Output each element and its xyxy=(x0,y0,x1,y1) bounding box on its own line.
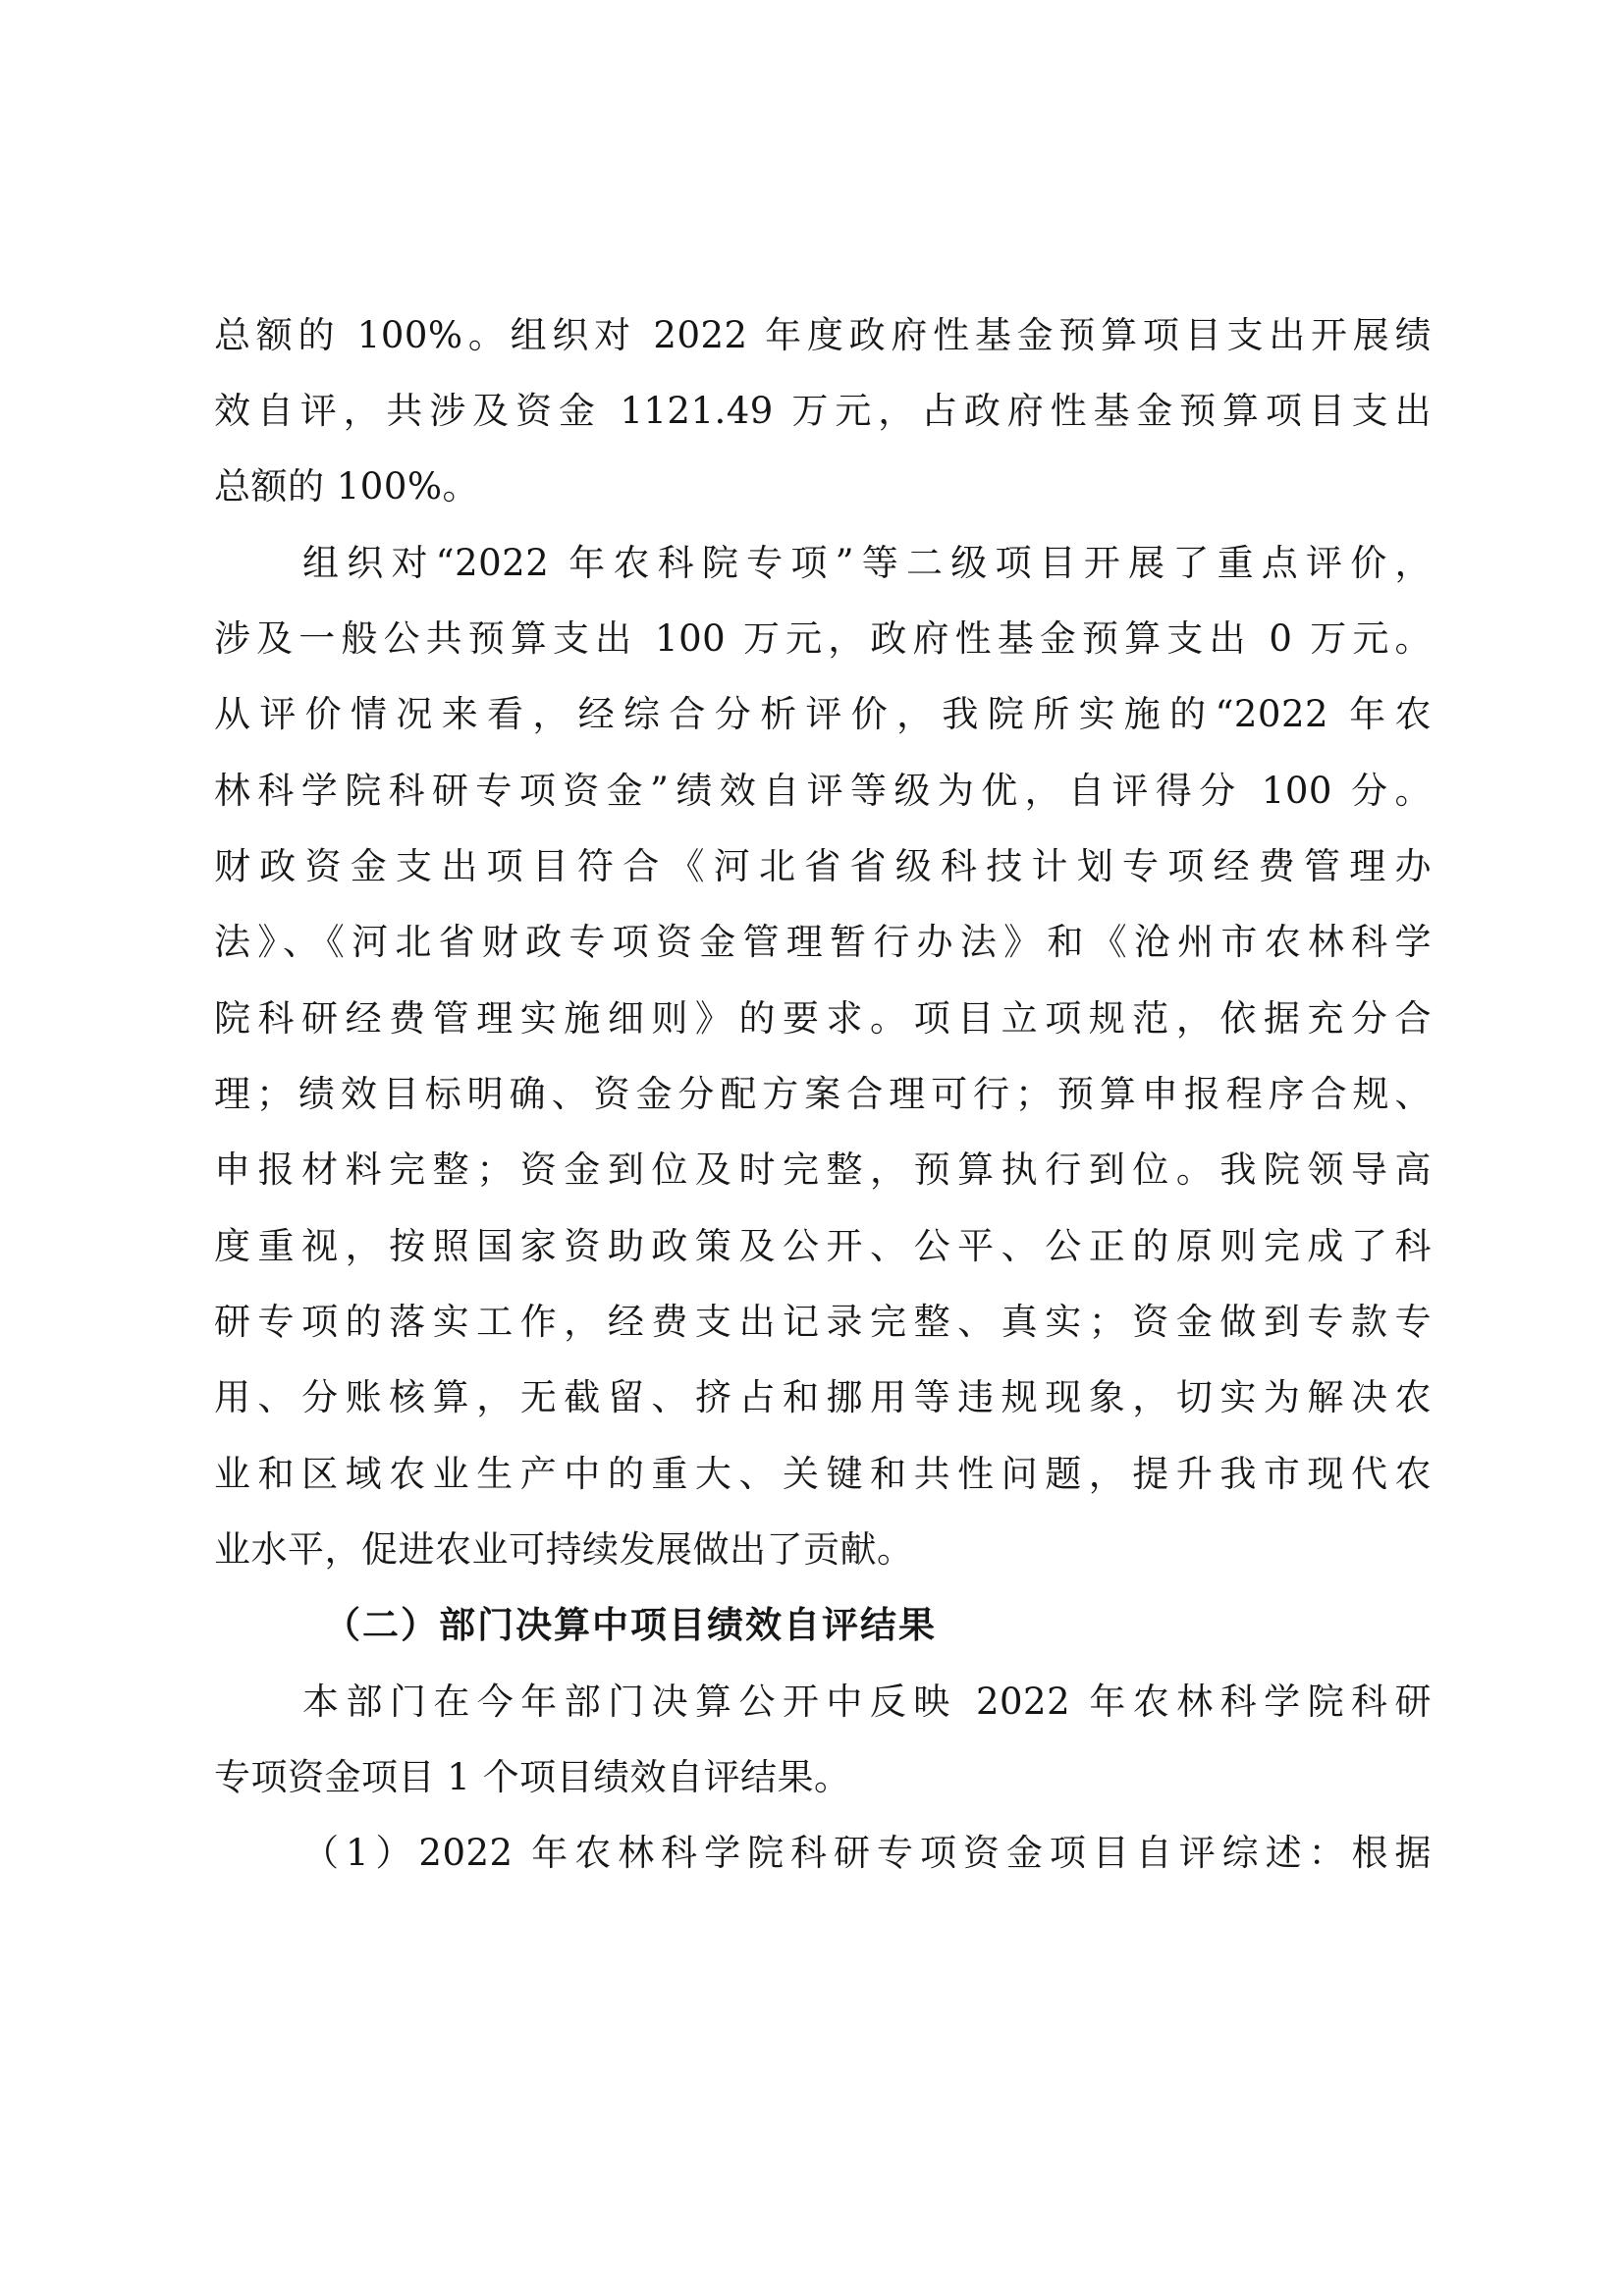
text-line: 法》、《河北省财政专项资金管理暂行办法》和《沧州市农林科学 xyxy=(214,921,1432,963)
text-line: 财政资金支出项目符合《河北省省级科技计划专项经费管理办 xyxy=(214,845,1432,887)
text-line: 组织对“2022 年农科院专项”等二级项目开展了重点评价， xyxy=(302,542,1432,584)
text-line: 研专项的落实工作，经费支出记录完整、真实；资金做到专款专 xyxy=(214,1301,1432,1343)
text-line: 业和区域农业生产中的重大、关键和共性问题，提升我市现代农 xyxy=(214,1453,1432,1495)
text-line: 本部门在今年部门决算公开中反映 2022 年农林科学院科研 xyxy=(302,1681,1432,1723)
text-line: （1）2022 年农林科学院科研专项资金项目自评综述：根据 xyxy=(302,1832,1432,1874)
text-line: 理；绩效目标明确、资金分配方案合理可行；预算申报程序合规、 xyxy=(214,1073,1432,1115)
text-line: 业水平，促进农业可持续发展做出了贡献。 xyxy=(214,1528,914,1571)
text-line: 林科学院科研专项资金”绩效自评等级为优，自评得分 100 分。 xyxy=(214,770,1432,812)
text-line: 用、分账核算，无截留、挤占和挪用等违规现象，切实为解决农 xyxy=(214,1376,1432,1418)
text-line: 申报材料完整；资金到位及时完整，预算执行到位。我院领导高 xyxy=(214,1148,1432,1191)
text-line: 总额的 100%。 xyxy=(214,465,480,507)
text-line: 涉及一般公共预算支出 100 万元，政府性基金预算支出 0 万元。 xyxy=(214,617,1432,660)
section-heading: （二）部门决算中项目绩效自评结果 xyxy=(324,1604,937,1646)
text-line: 效自评，共涉及资金 1121.49 万元，占政府性基金预算项目支出 xyxy=(214,390,1432,432)
text-line: 专项资金项目 1 个项目绩效自评结果。 xyxy=(214,1756,851,1798)
text-line: 院科研经费管理实施细则》的要求。项目立项规范，依据充分合 xyxy=(214,997,1432,1040)
text-line: 从评价情况来看，经综合分析评价，我院所实施的“2022 年农 xyxy=(214,693,1432,735)
text-line: 总额的 100%。组织对 2022 年度政府性基金预算项目支出开展绩 xyxy=(214,314,1432,356)
text-line: 度重视，按照国家资助政策及公开、公平、公正的原则完成了科 xyxy=(214,1225,1432,1267)
